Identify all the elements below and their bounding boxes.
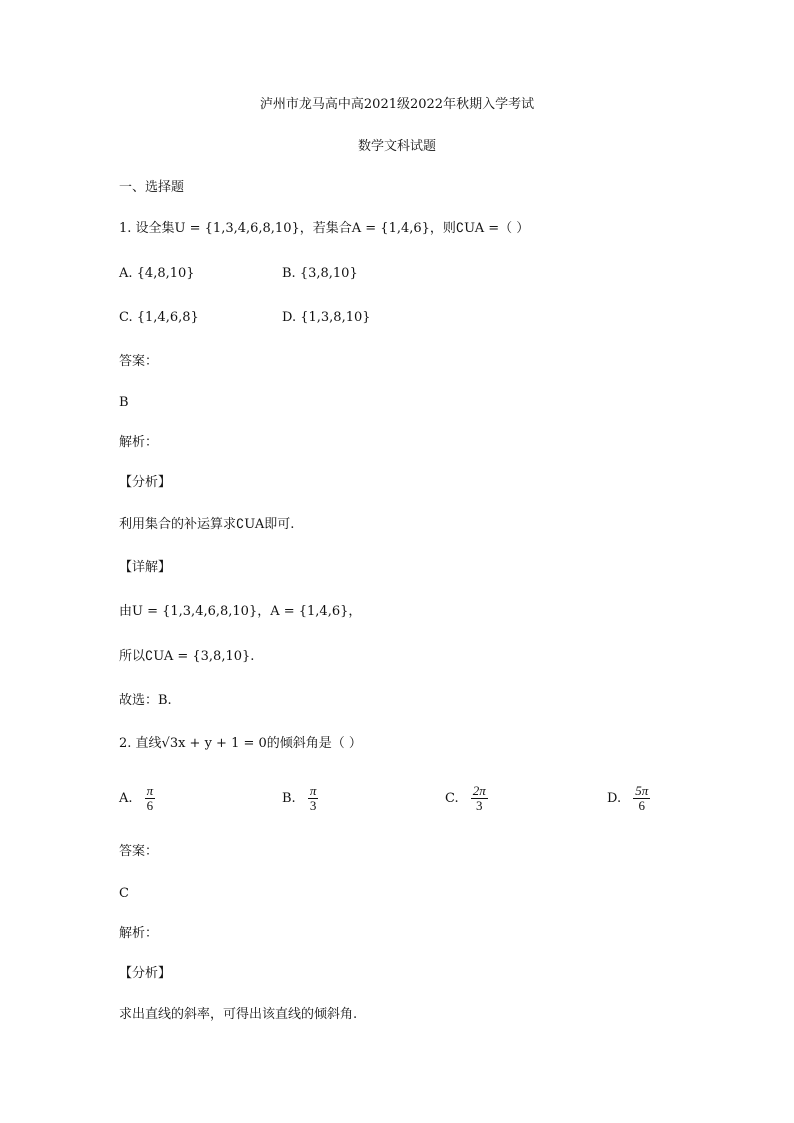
q2-option-b-label: B. [282,791,296,806]
q2-option-a-fraction [145,784,156,813]
q2-option-c [445,784,488,813]
q2-option-a [119,784,155,813]
q1-analysis-label: 解析： [119,435,159,450]
q1-xiangjie-label: 【详解】 [119,560,172,575]
q2-option-a-denominator: 6 [146,798,154,813]
q2-option-d-fraction [633,784,650,813]
q2-option-b-denominator: 3 [309,798,317,813]
q2-option-c-label: C. [445,791,459,806]
question-2-stem: 2. 直线√3x + y + 1 = 0的倾斜角是（ ） [119,736,362,751]
q1-choose: 故选：B. [119,693,172,708]
q2-option-b-numerator: π [309,783,317,798]
q1-option-d: D. {1,3,8,10} [282,310,371,325]
q2-answer-label: 答案： [119,844,159,859]
question-1-stem: 1. 设全集U = {1,3,4,6,8,10}，若集合A = {1,4,6}，则∁UA =（ ） [119,221,530,236]
page-title: 泸州市龙马高中高2021级2022年秋期入学考试 [259,97,535,112]
q1-solution-line-1: 由U = {1,3,4,6,8,10}，A = {1,4,6}， [119,604,362,619]
q1-fenxi-text: 利用集合的补运算求∁UA即可. [119,517,295,532]
q2-option-d-label: D. [607,791,622,806]
q1-option-b: B. {3,8,10} [282,266,358,281]
q2-fenxi-text: 求出直线的斜率，可得出该直线的倾斜角. [119,1007,358,1022]
q2-option-d-numerator: 5π [635,783,649,798]
q2-fenxi-label: 【分析】 [119,966,172,981]
q2-option-d-denominator: 6 [638,798,645,813]
q1-answer-label: 答案： [119,354,159,369]
q2-option-c-numerator: 2π [472,783,486,798]
q2-option-b [282,784,318,813]
q2-option-a-label: A. [119,791,133,806]
q2-analysis-label: 解析： [119,926,159,941]
q2-option-a-numerator: π [146,783,154,798]
q1-solution-line-2: 所以∁UA = {3,8,10}. [119,649,255,664]
q2-option-b-fraction [308,784,319,813]
q2-option-d [607,784,650,813]
q1-option-a: A. {4,8,10} [119,266,195,281]
q2-option-c-fraction [471,784,488,813]
page-subtitle: 数学文科试题 [357,139,436,154]
section-heading: 一、选择题 [119,180,185,195]
q1-option-c: C. {1,4,6,8} [119,310,199,325]
q1-fenxi-label: 【分析】 [119,475,172,490]
q1-answer: B [119,395,129,410]
q2-option-c-denominator: 3 [476,798,483,813]
q2-answer: C [119,886,129,901]
